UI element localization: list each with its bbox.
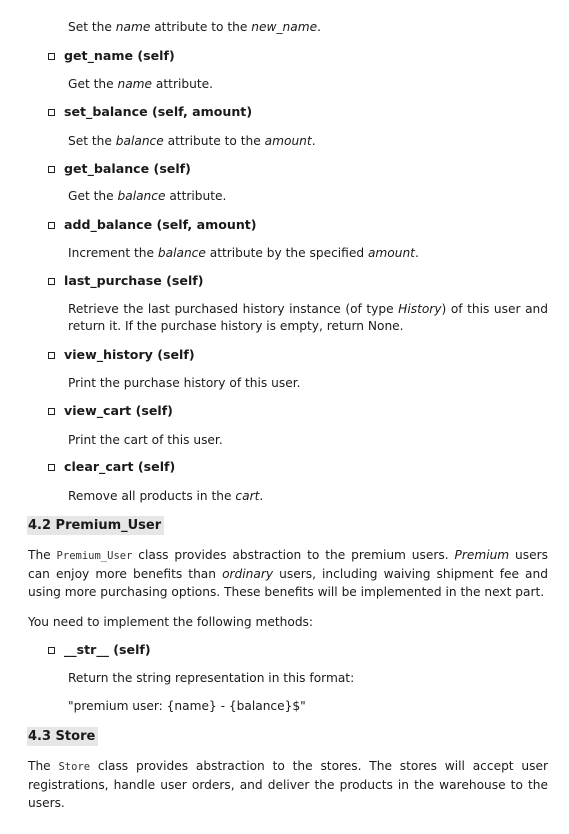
checkbox-bullet-icon [48,166,55,173]
method-view-history: view_history (self) [48,347,195,363]
section-heading-store: 4.3 Store [27,727,98,746]
view-history-description: Print the purchase history of this user. [68,376,301,390]
get-name-description: Get the name attribute. [68,77,213,91]
clear-cart-description: Remove all products in the cart. [68,489,264,503]
section-heading-premium-user: 4.2 Premium_User [27,516,164,535]
method-set-balance: set_balance (self, amount) [48,104,252,120]
checkbox-bullet-icon [48,408,55,415]
method-clear-cart: clear_cart (self) [48,459,175,475]
str-format: "premium user: {name} - {balance}$" [68,699,306,713]
add-balance-description: Increment the balance attribute by the specified amount. [68,246,419,260]
checkbox-bullet-icon [48,647,55,654]
checkbox-bullet-icon [48,352,55,359]
premium-user-paragraph: The Premium_User class provides abstraction to the premium users. Premium users can enjoy more benefits than ordinary users, including waiving shipment fee and using more purchasing options. These benefits will be implemented in the next part. [28,548,548,599]
method-view-cart: view_cart (self) [48,403,173,419]
set-name-description: Set the name attribute to the new_name. [68,20,321,34]
get-balance-description: Get the balance attribute. [68,189,227,203]
checkbox-bullet-icon [48,278,55,285]
set-balance-description: Set the balance attribute to the amount. [68,134,316,148]
method-get-balance: get_balance (self) [48,161,191,177]
method-add-balance: add_balance (self, amount) [48,217,257,233]
last-purchase-description: Retrieve the last purchased history instance (of type History) of this user and return it. If the purchase history is empty, return None. [68,302,548,333]
checkbox-bullet-icon [48,464,55,471]
checkbox-bullet-icon [48,109,55,116]
view-cart-description: Print the cart of this user. [68,433,223,447]
str-description: Return the string representation in this format: [68,671,355,685]
store-paragraph: The Store class provides abstraction to the stores. The stores will accept user registrations, handle user orders, and deliver the products in the warehouse to the users. [28,759,548,810]
methods-intro: You need to implement the following methods: [28,615,314,629]
checkbox-bullet-icon [48,222,55,229]
checkbox-bullet-icon [48,53,55,60]
method-str: __str__ (self) [48,642,151,658]
method-get-name: get_name (self) [48,48,175,64]
method-last-purchase: last_purchase (self) [48,273,204,289]
